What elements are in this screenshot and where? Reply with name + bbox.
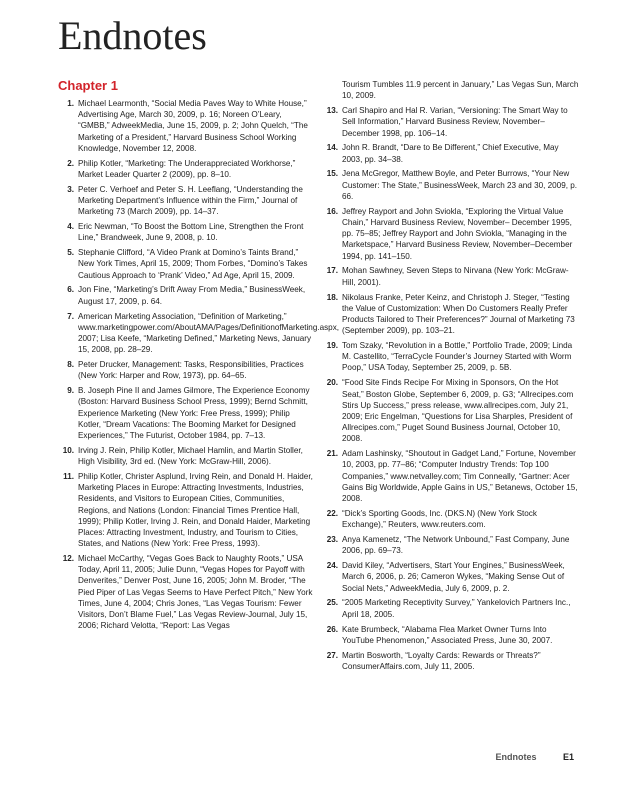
endnote-19: 19. Tom Szaky, “Revolution in a Bottle,” Portfolio Trade, 2009; Linda M. Castellito, “TerraCycle Founder’s Journey Started with Worm Poop,” USA Today, September 25, 2009, p. 5B. xyxy=(326,341,573,373)
endnote-12: 12. Michael McCarthy, “Vegas Goes Back to Naughty Roots,” USA Today, April 11, 2005; Julie Dunn, “Vegas Hopes for Payoff with Denverites,” Denver Post, June 16, 2005; John M. Broder, “The Pied Piper of Las Vegas Seems to Have Perfect Pitch,” New York Times, June 4, 2004; Chris Jones, “Las Vegas Tourism: Fewer Visitors, Don’t Blame Fuel,” Las Vegas Review-Journal, July 15, 2006; Richard Velotta, “Report: Las Vegas xyxy=(62,554,313,631)
endnote-5: 5. Stephanie Clifford, “A Video Prank at Domino’s Taints Brand,” New York Times, April 15, 2009; Thom Forbes, “Domino’s Takes Cautious Approach to ‘Prank’ Video,” Ad Age, April 15, 2009. xyxy=(67,248,308,280)
endnote-24: 24. David Kiley, “Advertisers, Start Your Engines,” BusinessWeek, March 6, 2006, p. 26; Cameron Wykes, “Making Sense Out of Social Nets,” AdweekMedia, July 6, 2009, p. 2. xyxy=(326,561,565,593)
endnote-23: 23. Anya Kamenetz, “The Network Unbound,” Fast Company, June 2006, pp. 69–73. xyxy=(326,535,570,556)
endnote-16: 16. Jeffrey Rayport and John Sviokla, “Exploring the Virtual Value Chain,” Harvard Business Review, November– December 1995, pp. 75–85; Jeffrey Rayport and John Sviokla, “Managing in the Marketspace,” Harvard Business Review, November–December 1994, pp. 141–150. xyxy=(326,206,573,261)
page-title: Endnotes xyxy=(58,13,207,58)
page-number: E1 xyxy=(562,752,574,762)
endnote-25: 25. “2005 Marketing Receptivity Survey,” Yankelovich Partners Inc., April 18, 2005. xyxy=(326,598,571,619)
endnote-27: 27. Martin Bosworth, “Loyalty Cards: Rewards or Threats?” ConsumerAffairs.com, July 11, 2005. xyxy=(326,650,541,671)
endnote-17: 17. Mohan Sawhney, Seven Steps to Nirvana (New York: McGraw-Hill, 2001). xyxy=(326,266,569,287)
page-footer xyxy=(495,752,574,762)
endnote-13: 13. Carl Shapiro and Hal R. Varian, “Versioning: The Smart Way to Sell Information,” Harvard Business Review, November–December 1998, pp. 106–14. xyxy=(326,106,568,138)
endnote-15: 15. Jena McGregor, Matthew Boyle, and Peter Burrows, “Your New Customer: The State,” BusinessWeek, March 23 and 30, 2009, p. 66. xyxy=(326,169,577,201)
endnote-10: 10. Irving J. Rein, Philip Kotler, Michael Hamlin, and Martin Stoller, High Visibility, 3rd ed. (New York: McGraw-Hill, 2006). xyxy=(62,445,303,467)
endnote-6: 6. Jon Fine, “Marketing’s Drift Away From Media,” BusinessWeek, August 17, 2009, p. 64. xyxy=(67,285,306,306)
endnotes-column-left xyxy=(58,98,340,635)
endnote-3: 3. Peter C. Verhoef and Peter S. H. Leeflang, “Understanding the Marketing Department’s Influence within the Firm,” Journal of Marketing 73 (March 2009), pp. 14–37. xyxy=(67,184,303,217)
endnote-22: 22. “Dick’s Sporting Goods, Inc. (DKS.N) (New York Stock Exchange),” Reuters, www.reuters.com. xyxy=(326,508,537,530)
endnote-26: 26. Kate Brumbeck, “Alabama Flea Market Owner Turns Into YouTube Phenomenon,” Associated Press, June 30, 2007. xyxy=(326,624,553,645)
endnote-2: 2. Philip Kotler, “Marketing: The Underappreciated Workhorse,” Market Leader Quarter 2 (2009), pp. 8–10. xyxy=(67,158,296,179)
endnote-20: 20. “Food Site Finds Recipe For Mixing in Sponsors, On the Hot Seat,” Boston Globe, September 6, 2009, p. G3; “Allrecipes.com Stirs Up Success,” press release, www.allrecipes.com, July 21, 2009; Eric Engelman, “Questions for Lisa Sharples, President of Allrecipes.com,” Puget Sound Business Journal, October 10, 2008. xyxy=(326,378,574,444)
endnote-4: 4. Eric Newman, “To Boost the Bottom Line, Strengthen the Front Line,” Brandweek, June 9, 2008, p. 10. xyxy=(67,222,304,243)
endnote-8: 8. Peter Drucker, Management: Tasks, Responsibilities, Practices (New York: Harper and Row, 1973), pp. 64–65. xyxy=(67,360,304,381)
footer-section-label: Endnotes xyxy=(495,752,537,762)
endnote-21: 21. Adam Lashinsky, “Shoutout in Gadget Land,” Fortune, November 10, 2003, pp. 77–86; “Computer Industry Trends: Top 100 Companies,” www.netvalley.com; Tim Conneally, “Gartner: Acer Gains Big Worldwide, Apple Gains in US,” Betanews, October 15, 2008. xyxy=(326,449,578,504)
endnote-1: 1. Michael Learmonth, “Social Media Paves Way to White House,” Advertising Age, March 30, 2009, p. 16; Noreen O’Leary, “GMBB,” AdweekMedia, June 15, 2009, p. 2; John Quelch, “The Marketing of a President,” Harvard Business School Working Knowledge, November 12, 2008. xyxy=(67,99,308,153)
chapter-heading: Chapter 1 xyxy=(58,78,118,93)
endnote-18: 18. Nikolaus Franke, Peter Keinz, and Christoph J. Steger, “Testing the Value of Customization: When Do Customers Really Prefer Products Tailored to Their Preferences?” Journal of Marketing 73 (September 2009), pp. 103–21. xyxy=(326,292,575,336)
endnote-14: 14. John R. Brandt, “Dare to Be Different,” Chief Executive, May 2003, pp. 34–38. xyxy=(326,143,559,164)
endnotes-column-right xyxy=(322,79,580,676)
endnote-9: 9. B. Joseph Pine II and James Gilmore, The Experience Economy (Boston: Harvard Business School Press, 1999); Bernd Schmitt, Experience Marketing (New York: Free Press, 1999); Philip Kotler, “Dream Vacations: The Booming Market for Designed Experiences,” The Futurist, October 1984, pp. 7–13. xyxy=(67,386,310,440)
endnote-12-continued: Tourism Tumbles 11.9 percent in January,” Las Vegas Sun, March 10, 2009. xyxy=(342,80,579,101)
endnote-11: 11. Philip Kotler, Christer Asplund, Irving Rein, and Donald H. Haider, Marketing Places in Europe: Attracting Investments, Industries, Residents, and Visitors to European Cities, Communities, Regions, and Nations (London: Financial Times Prentice Hall, 1999); Philip Kotler, Irving J. Rein, and Donald Haider, Marketing Places: Attracting Investment, Industry, and Tourism to Cities, States, and Nations (New York: Free Press, 1993). xyxy=(63,471,313,549)
endnote-7: 7. American Marketing Association, “Definition of Marketing,” www.marketingpower.com/AboutAMA/Pages/DefinitionofMarketing.aspx, 2007; Lisa Keefe, “Marketing Defined,” Marketing News, January 15, 2008, pp. 28–29. xyxy=(67,311,340,355)
